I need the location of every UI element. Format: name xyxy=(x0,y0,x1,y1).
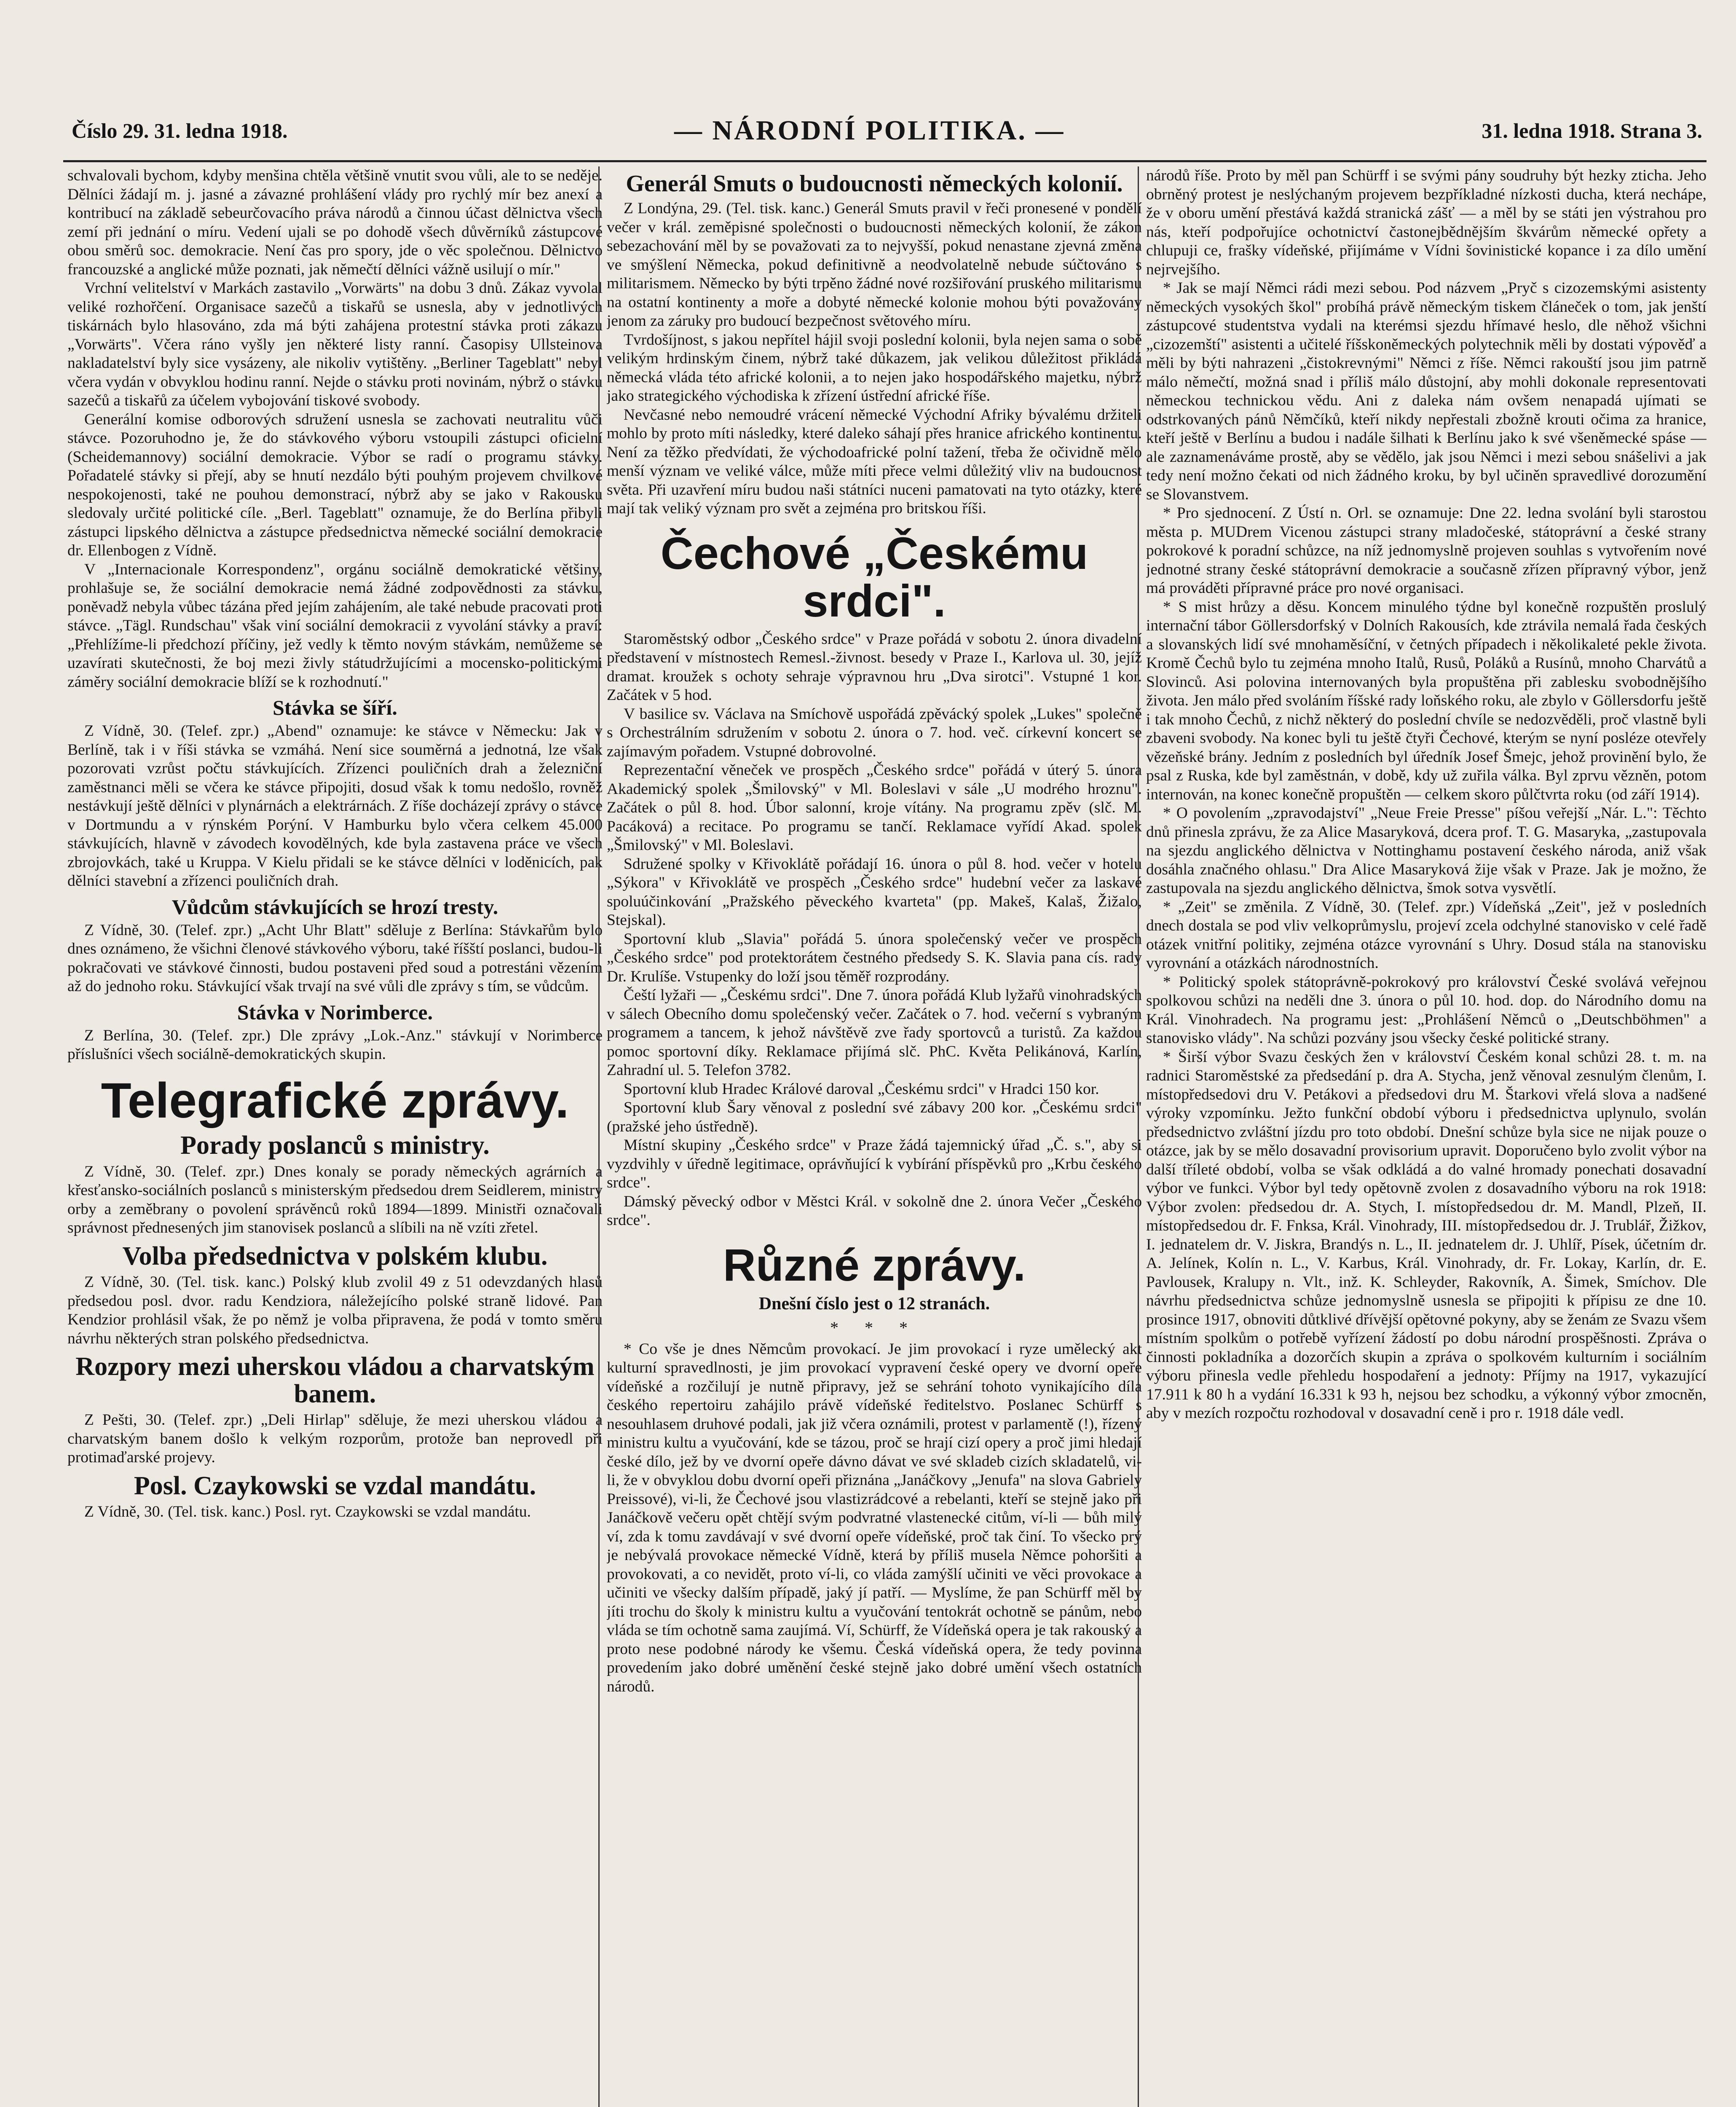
masthead: — NÁRODNÍ POLITIKA. — xyxy=(674,115,1065,146)
page-number-right: 31. ledna 1918. Strana 3. xyxy=(1481,119,1702,142)
article-paragraph: V „Internacionale Korrespondenz", orgánu sociálně demokratické většiny, prohlašuje se, že sociální demokracie nemá žádné zodpovědnosti za stávku, poněvadž nebyla vůbec tázána před jejím zahájením, ale také nebude pracovati proti stávce. „Tägl. Rundschau" však viní sociální demokracii z vyvolání stávky a praví: „Přehlížíme-li předchozí příčiny, jež vedly k těmto novým stávkám, nemůžeme se uzavírati skutečnosti, že boj mezi živly státudržujícími a mocensko-politickými záměry sociální demokracie blíží se k rozhodnutí." xyxy=(67,560,603,691)
article-paragraph: Sportovní klub Hradec Králové daroval „Českému srdci" v Hradci 150 kor. xyxy=(624,1080,1099,1098)
article-paragraph: schvalovali bychom, kdyby menšina chtěla většině vnutit svou vůli, ale to se nedějе. Dělníci žádají m. j. jasné a závazné prohlášení vlády pro rychlý mír bez anexí a kontribucí na základě sebeurčovacího práva národů a činnou účast dělnictva všech zemí při jednání o míru. Vedení ujali se po dohodě všech důvěrníků zástupcové obou směrů soc. demokracie. Není čas pro spory, jde o věc společnou. Dělnictvo francouzské a anglické může poznati, jak němečtí dělníci vážně usilují o mír." xyxy=(67,167,603,278)
article-paragraph: Reprezentační věneček ve prospěch „Českého srdce" pořádá v úterý 5. února Akademický spolek „Šmilovský" v Ml. Boleslavi v sále „U modrého hroznu". Začátek o půl 8. hod. Úbor salonní, kroje vítány. Na programu zpěv (slč. M. Pacáková) a recitace. Po programu se tančí. Reklamace vyřídí Akad. spolek „Šmilovský" v Ml. Boleslavi. xyxy=(607,761,1142,854)
article-paragraph: Z Pešti, 30. (Telef. zpr.) „Deli Hirlap" sděluje, že mezi uherskou vládou a charvatským banem došlo k velkým rozporům, protože ban neprovedl při protimaďarské projevy. xyxy=(67,1411,603,1466)
article-headline: Porady poslanců s ministry. xyxy=(180,1131,490,1160)
article-paragraph: Z Berlína, 30. (Telef. zpr.) Dle zprávy „Lok.-Anz." stávkují v Norimberce příslušníci všech sociálně-demokratických skupin. xyxy=(67,1027,603,1063)
article-paragraph: * Politický spolek státoprávně-pokrokový pro království České svolává veřejnou spolkovou schůzi na neděli dne 3. února o půl 10. hod. dop. do Národního domu na Král. Vinohradech. Na programu jest: „Prohlášení Němců o „Deutschböhmen" a stanovisko vlády". Na schůzi pozvány jsou všecky české politické strany. xyxy=(1146,973,1707,1047)
article-paragraph: V basilice sv. Václava na Smíchově uspořádá zpěvácký spolek „Lukes" společně s Orchestrálním sdružením v sobotu 2. února o 7. hod. več. církevní koncert se zajímavým pořadem. Vstupné dobrovolné. xyxy=(607,705,1142,760)
article-paragraph: Sportovní klub „Slavia" pořádá 5. února společenský večer ve prospěch „Českého srdce" pod protektorátem čestného předsedy S. K. Slavia pana cís. rady Dr. Krulíše. Vstupenky do loží jsou těměř rozprodány. xyxy=(607,930,1142,985)
article-paragraph: * „Zeit" se změnila. Z Vídně, 30. (Telef. zpr.) Vídeňská „Zeit", jež v posledních dnech dostala se pod vliv velkoprůmyslu, projeví zcela odchylné stanovisko v celé řadě otázek vnitřní politiky, zejména otázce vyrovnání s Uhry. Dosud stála na stanovisku vyrovnání a otázkách národnostních. xyxy=(1146,898,1707,972)
article-headline: Volba předsednictva v polském klubu. xyxy=(122,1241,548,1271)
article-paragraph: Místní skupiny „Českého srdce" v Praze žádá tajemnický úřad „Č. s.", aby si vyzdvihly v úředně legitimace, oprávňující k vybírání příspěvků pro „Krbu českého srdce". xyxy=(607,1137,1142,1192)
article-paragraph: * Širší výbor Svazu českých žen v království Českém konal schůzi 28. t. m. na radnici Staroměstské za předsedání p. dra A. Stycha, jenž věnoval zesnulým členům, I. místopředsedovi dru V. Petákovi a předsedovi dru M. Štarkovi vřelá slova a nadšené výroky vzpomínku. Ježto funkční období výboru i předsednictva uplynulo, svolán předsednictvo zvláštní jízdu pro toto období. Dnešní schůze byla sice ne nijak pouze o otázce, jak by se mělo dosavadní provisorium upravit. Doporučeno bylo zvolit výbor na další tříleté období, volba se však odkládá a do valné hromady ponechati dosavadní výbor ve funkci. Výbor byl tedy opětovně zvolen z dosavadního výboru na rok 1918: Výbor zvolen: předsedou dr. A. Stych, I. místopředsedou dr. M. Mandl, Plzeň, II. místopředsedou dr. F. Fnksa, Král. Vinohrady, III. místopředsedou dr. J. Trublář, Žižkov, I. jednatelem dr. V. Jiskra, Brandýs n. L., II. jednatelem dr. J. Uhlíř, Písek, účetním dr. A. Jelínek, Kolín n. L., V. Karbus, Král. Vinohrady, dr. Fr. Lokay, Karlín, dr. E. Pavlousek, Kralupy n. Vlt., inž. K. Schleyder, Rakovník, A. Šimek, Smíchov. Dle návrhu předsednictva schůze jednomyslně usnesla se připojiti k přípisu ze dne 10. prosince 1917, obnoviti důtklivé dřívější opětovné pokyny, aby se ženám ze Svazu všem místním spolkům o potřebě vyřízení žádostí po dobu národní prospěšnosti. Zpráva o činnosti pokladníka a dozorčích skupin a zpráva o spolkovém kulturním i sociálním výboru přinesla vedle přehledu hospodaření a jednoty: Příjmy na 1917, vykazující 17.911 k 80 h a vydání 16.331 k 93 h, nejsou bez schodku, a výkonný výbor zmocněn, aby v mezích rozpočtu rozhodoval v dosavadní ceně i pro r. 1918 dále vedl. xyxy=(1146,1048,1707,1422)
article-paragraph: * Jak se mají Němci rádi mezi sebou. Pod názvem „Pryč s cizozemskými asistenty německých vysokých škol" probíhá právě německým tiskem článeček o tom, jak jenští zástupcové studentstva vydali na kterémsi sjezdu hřímavé heslo, dle něhož všichni „cizozemští" asistenti a učitelé říšskoněmeckých polytechnik měli by dostati výpověď a měli by býti nahrazeni „čistokrevnými" Němci z říše. Němci rakouští jsou jim patrně málo němečtí, možná snad i příliš málo důstojní, aby mohli dokonale representovati německou technickou vědu. Ani z daleka nám ovšem nenapadá ujímati se odstrkovaných pánů Němčíků, kteří nikdy nepřestali zbožně krouti očima za hranice, kteří ještě v Berlínu a budou i nadále šilhati k Berlínu jako k své všeněmecké spáse — ale zaznamenáváme prostě, aby se vědělo, jak jsou Němci i mezi sebou snášelivi a jak tedy není možno čekati od nich žádného kroku, by byl učiněn spravedlivé dorozumění se Slovanstvem. xyxy=(1146,279,1707,503)
article-paragraph: Sdružené spolky v Křivoklátě pořádají 16. února o půl 8. hod. večer v hotelu „Sýkora" v Křivoklátě ve prospěch „Českého srdce" hudební večer za laskavé spoluúčinkování „Pražského pěveckého kvarteta" (pp. Makeš, Kalaš, Žižalo, Stejskal). xyxy=(607,855,1142,929)
article-headline: Generál Smuts o budoucnosti německých kolonií. xyxy=(626,171,1123,197)
section-headline: Čechové „Českému srdci". xyxy=(660,527,1088,627)
article-paragraph: Z Vídně, 30. (Tel. tisk. kanc.) Posl. ryt. Czaykowski se vzdal mandátu. xyxy=(84,1503,531,1521)
article-paragraph: Čeští lyžaři — „Českému srdci". Dne 7. února pořádá Klub lyžařů vinohradských v sálech Obecního domu společenský večer. Začátek o 7. hod. večerní s vybraným programem a tancem, k jehož návštěvě zve řady sportovců a turistů. Za každou pomoc sportovní díky. Reklamace přijímá slč. PhC. Květa Pelikánová, Karlín, Zahradní ul. 5. Telefon 3782. xyxy=(607,986,1142,1079)
article-headline: Stávka v Norimberce. xyxy=(237,1000,433,1024)
article-paragraph: Dámský pěvecký odbor v Městci Král. v sokolně dne 2. února Večer „Českého srdce". xyxy=(607,1193,1142,1229)
column-1 xyxy=(67,166,603,2107)
section-headline: Různé zprávy. xyxy=(723,1239,1026,1290)
article-paragraph: * O povolením „zpravodajství" „Neue Freie Presse" píšou veřejší „Nár. L.": Těchto dnů přinesla zprávu, že za Alice Masaryková, dcera prof. T. G. Masaryka, „zastupovala na sjezdu anglického dělnictva v Nottinghamu postavení českého národa, aniž však dosáhla značného ohlasu." Dra Alice Masaryková žije však v Praze. Jak je možno, že zastupovala na sjezdu anglického dělnictva, šmok sotva vysvětlí. xyxy=(1146,804,1707,897)
section-headline: Telegrafické zprávy. xyxy=(101,1072,569,1129)
article-paragraph: * S mist hrůzy a děsu. Koncem minulého týdne byl konečně rozpuštěn proslulý internační tábor Göllersdorfský v Dolních Rakousích, kde ztrávila nemalá řada českých a slovanských lidí své mnohaměsíční, v četných případech i několikaleté pekle života. Kromě Čechů bylo tu zejména mnoho Italů, Rusů, Poláků a Rusínů, mnoho Charvátů a Slovinců. Asi polovina internovaných byla propuštěna při zablesku svobodnějšího života. Jen málo před svoláním říšské rady loňského roku, ale zbylo v Göllersdorfu ještě i tak mnoho Čechů, z nichž některý do poslední chvíle se nedozvěděli, proč vlastně byli zbaveni svobody. Na konec byli tu ještě čtyři Čechové, kterým se nyní posléze otevřely vězeňské brány. Jedním z posledních byl úředník Josef Šmejc, jehož provinění bylo, že psal z Ruska, kde byl zaměstnán, v době, kdy už zuřila válka. Byl zprvu vězněn, potom internován, na konec konečně propuštěn — celkem skoro půlčtvrta roku (od září 1914). xyxy=(1146,598,1707,803)
article-paragraph: Tvrdošíjnost, s jakou nepřítel hájil svoji poslední kolonii, byla nejen sama o sobě velikým hrdinským činem, nýbrž také důkazem, jak velikou důležitost přikládá německá vláda této africké kolonii, a to nejen jako hospodářského majetku, nýbrž jako strategického východiska k zřízení ústřední africké říše. xyxy=(607,331,1142,405)
header-rule xyxy=(63,160,1707,162)
column-2 xyxy=(607,166,1142,2107)
article-paragraph: Nevčasné nebo nemoudré vrácení německé Východní Afriky bývalému držiteli mohlo by proto míti následky, které daleko sáhají přes hranice afrického kontinentu. Není za těžko předvídati, že východoafrické polní tažení, třeba že očividně mělo menší význam ve veliké válce, může míti přece velmi důležitý vliv na budoucnost světa. Při uzavření míru budou naši státníci nuceni pamatovati na tyto otázky, které mají tak veliký význam pro svět a zejména pro britskou říši. xyxy=(607,406,1142,517)
article-paragraph: * Co vše je dnes Němcům provokací. Je jim provokací i ryze umělecký akt kulturní spravedlnosti, je jim provokací vypravení české opery ve dvorní opeře vídeňské a rozčilují je nutně připravy, jež se sehrání tohoto vynikajícího díla českého repertoiru zahájilo právě vídeňské ředitelstvo. Poslanec Schürff s nesouhlasem druhové podali, jak již včera oznámili, protest v parlamentě (!), řízený ministru kultu a vyučování, kde se tázou, proč se hrají cizí opery a proč jimi hledají české dílo, jež by ve dvorní opeře dávno dávat ve své skladeb cizích skladatelů, vi-li, že v obvyklou dobu dvorní opeři přiznána „Janáčkovy „Jenufa" na slova Gabriely Preissové), vi-li, že Čechové jsou vlastizrádcové a rebelanti, kteří se stejně jako při Janáčkově večeru opět chtějí svým podvratné vlastenecké citům, ví-li — bůh milý ví, zda k tomu zavdávají v své dvorní opeře vídeňské, proč tak činí. To všecko prý je nebývalá provokace německé Vídně, která by příliš musela Němce pohoršiti a provokovati, a co nevidět, proto ví-li, co vláda zamýšlí učiniti ve věci provokace a učiniti ve všecky dalším případě, jaký jí patří. — Myslíme, že pan Schürff měl by jíti trochu do školy k ministru kultu a vyučování tentokrát ochotně se pánům, nebo vláda se tím ochotně sama zaujímá. Ví, Schürff, že Vídeňská opera je tak rakouský a proto nese podobné národy ke všemu. Česká vídeňská opera, že tedy povinna provedením jako dobré uměnění české stejně jako dobré umění všech ostatních národů. xyxy=(607,1340,1142,1695)
article-paragraph: Z Vídně, 30. (Tel. tisk. kanc.) Polský klub zvolil 49 z 51 odevzdaných hlasů předsedou posl. dvor. radu Kendziora, náležejícího polské straně lidové. Pan Kendzior prohlásil však, že po němž je volba připravena, že podá v tomto směru návrhu některých stran polského předsednictva. xyxy=(67,1273,603,1347)
issue-date-left: Číslo 29. 31. ledna 1918. xyxy=(72,119,288,142)
article-paragraph: Staroměstský odbor „Českého srdce" v Praze pořádá v sobotu 2. února divadelní představení v místnostech Remesl.-živnost. besedy v Praze I., Karlova ul. 30, jejíž dramat. kroužek s ochoty sehraje výpravnou hru „Dva sirotci". Vstupné 1 kor. Začátek v 5 hod. xyxy=(607,630,1142,704)
article-paragraph: Vrchní velitelství v Markách zastavilo „Vorwärts" na dobu 3 dnů. Zákaz vyvolal veliké rozhořčení. Organisace sazečů a tiskařů se usnesla, aby v jednotlivých tiskárnách bylo hlasováno, zda má býti zahájena protestní stávka proti zákazu „Vorwärts". Včera ráno vyšly jen některé listy ranní. Časopisy Ullsteinova nakladatelství byly sice vysázeny, ale nikoliv vytištěny. „Berliner Tageblatt" nebyl včera vydán v obvyklou hodinu ranní. Nejde o stávku proti novinám, nýbrž o stávku sazečů a tiskařů za účelem vybojování tiskové svobody. xyxy=(67,279,603,409)
article-paragraph: Generální komise odborových sdružení usnesla se zachovati neutralitu vůči stávce. Pozoruhodno je, že do stávkového výboru vstoupili zástupci oficielní (Scheidemannovy) sociální demokracie. Výbor se radí o programu stávky. Pořadatelé stávky si přejí, aby se hnutí nezdálo býti pouhým projevem chvilkové nespokojenosti, také ne pouhou demonstrací, nýbrž aby se jako v Rakousku sledovaly určité politické cíle. „Berl. Tageblatt" oznamuje, že do Berlína přibyli zástupci lipského dělnictva a zástupce předsednictva německé sociální demokracie dr. Ellenbogen z Vídně. xyxy=(67,410,603,559)
article-headline: Vůdcům stávkujících se hrozí tresty. xyxy=(171,895,498,919)
article-headline: Posl. Czaykowski se vzdal mandátu. xyxy=(134,1471,536,1500)
article-paragraph: národů říše. Proto by měl pan Schürff i se svými pány soudruhy být hezky zticha. Jeho obrněný protest je neslýchaným projevem bezpříkladné nízkosti ducha, která nechápe, že v oboru umění přestává každá stranická zášť — a měl by se státi jen výstrahou pro nás, kteří podpořujíce ochotnictví častonejbědnějším škvárům německé opřety a chlupuji ce, frašky vídeňské, přijímáme v Vídni šovinistické kopance i za dílo umění nejrvejšího. xyxy=(1146,167,1707,278)
article-headline: Rozpory mezi uherskou vládou a charvatským banem. xyxy=(75,1352,595,1408)
column-3 xyxy=(1146,166,1707,2107)
article-paragraph: * Pro sjednocení. Z Ústí n. Orl. se oznamuje: Dne 22. ledna svolání byli starostou města p. MUDrem Vicenou zástupci strany mladočeské, státoprávní a české strany pokrokové k poradní schůzce, na níž jednomyslně projeven souhlas s vytvořením nové jednotné strany české státoprávní demokracie a současně zřízen přípravný výbor, jenž má prováděti přípravné práce pro nové organisaci. xyxy=(1146,504,1707,597)
article-paragraph: Z Londýna, 29. (Tel. tisk. kanc.) Generál Smuts pravil v řeči pronesené v pondělí večer v král. zeměpisné společnosti o budoucnosti německých kolonií, že zákon sebezachování měl by se považovati za to nejvyšší, pokud nenastane zjevná změna ve smýšlení Německa, pokud definitivně a neodvolatelně nebude súčtováno s militarismem. Německo by býti trpěno žádné nové rozšiřování pruského militarismu na ostatní kontinenty a moře a dobyté německé kolonie mohou býti považovány jenom za záruky pro budoucí bezpečnost světového míru. xyxy=(607,200,1142,330)
article-paragraph: Sportovní klub Šary věnoval z poslední své zábavy 200 kor. „Českému srdci" (pražské jeho ústředně). xyxy=(607,1099,1142,1135)
separator-stars: * * * xyxy=(830,1318,919,1337)
article-paragraph: Z Vídně, 30. (Telef. zpr.) „Acht Uhr Blatt" sděluje z Berlína: Stávkařům bylo dnes oznámeno, že všichni členové stávkového výboru, také říšští poslanci, budou-li pokračovati ve stávkové činnosti, budou postaveni před soud a potrestáni vězením až do jednoho roku. Stávkující však trvají na své vůli dle zprávy s tím, se vůdcům. xyxy=(67,921,603,995)
article-headline: Stávka se šíří. xyxy=(273,696,397,719)
edition-note: Dnešní číslo jest o 12 stranách. xyxy=(758,1294,990,1314)
article-paragraph: Z Vídně, 30. (Telef. zpr.) „Abend" oznamuje: ke stávce v Německu: Jak v Berlíně, tak i v říši stávka se vzmáhá. Není sice souměrná a jednotná, lze však pozorovati vzrůst počtu stávkujících. Zřízenci pouličních drah a železniční zaměstnanci měli se včera ke stávce připojiti, dosud však k tomu nedošlo, rovněž nestávkují ještě dělníci v plynárnách a elektrárnách. Z říše docházejí zprávy o stávce v Dortmundu a v rýnském Porýní. V Hamburku bylo včera celkem 45.000 stávkujících, hlavně v závodech kovodělných, kde byla zastavena práce ve všech zbrojovkách, také u Kruppa. V Kielu přidali se ke stávce dělníci v loděnicích, pak dělníci stavební a zřízenci pouličních drah. xyxy=(67,722,603,890)
article-paragraph: Z Vídně, 30. (Telef. zpr.) Dnes konaly se porady německých agrárních a křesťansko-sociálních poslanců s ministerským předsedou drem Seidlerem, ministry orby a zeměbrany o povolení správěnců roků 1894—1899. Ministři označovali správnost přednesených jim stanovisek poslanců a slíbili na ně vzíti zřetel. xyxy=(67,1163,603,1237)
